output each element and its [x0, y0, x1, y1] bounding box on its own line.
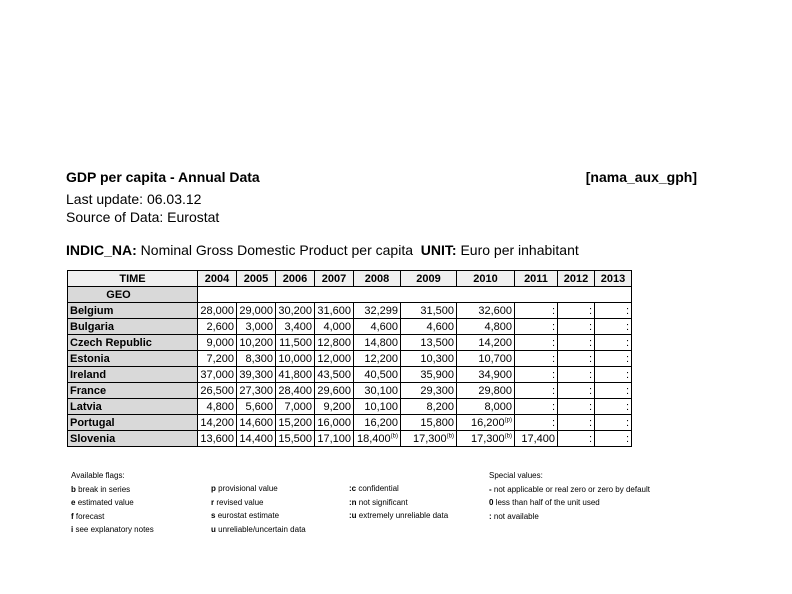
value-cell	[276, 335, 315, 351]
value-text: :	[625, 320, 629, 333]
legend-item	[71, 483, 154, 497]
value-text: 30,200	[278, 304, 312, 317]
country-name: Slovenia	[68, 431, 198, 447]
value-cell	[198, 399, 237, 415]
value-text: 17,100	[317, 432, 351, 445]
value-cell	[515, 319, 558, 335]
legend-code: i	[71, 525, 74, 534]
value-cell	[315, 383, 354, 399]
value-text: 34,900	[478, 368, 512, 381]
legend-item	[211, 523, 306, 537]
value-text: 10,100	[364, 400, 398, 413]
value-cell	[315, 351, 354, 367]
value-cell	[237, 335, 276, 351]
flags-legend-col1	[71, 469, 154, 537]
value-cell	[558, 319, 595, 335]
value-cell	[354, 351, 401, 367]
unit-value: Euro per inhabitant	[460, 242, 579, 258]
value-cell	[198, 367, 237, 383]
value-text: :	[625, 416, 629, 429]
value-text: :	[551, 336, 555, 349]
value-cell	[595, 431, 632, 447]
value-cell	[401, 335, 457, 351]
year-header: 2009	[401, 271, 457, 287]
country-name: France	[68, 383, 198, 399]
flag-marker: (b)	[504, 432, 512, 439]
country-name: Bulgaria	[68, 319, 198, 335]
value-cell	[558, 431, 595, 447]
value-cell	[515, 367, 558, 383]
value-cell	[595, 399, 632, 415]
value-cell	[237, 303, 276, 319]
value-text: :	[551, 384, 555, 397]
value-text: 17,300	[413, 432, 447, 445]
value-cell	[198, 351, 237, 367]
value-text: 8,200	[426, 400, 454, 413]
value-text: 3,000	[245, 320, 273, 333]
value-cell	[457, 319, 515, 335]
legend-text: unreliable/uncertain data	[218, 524, 306, 534]
value-text: 29,600	[317, 384, 351, 397]
country-name: Portugal	[68, 415, 198, 431]
value-text: :	[625, 304, 629, 317]
special-title: Special values:	[489, 471, 543, 480]
value-cell	[276, 399, 315, 415]
time-label: TIME	[68, 271, 198, 287]
value-cell	[276, 319, 315, 335]
value-cell	[237, 367, 276, 383]
value-text: 10,200	[239, 336, 273, 349]
value-text: :	[588, 416, 592, 429]
value-cell	[595, 415, 632, 431]
last-update: Last update: 06.03.12	[66, 191, 202, 207]
value-text: 14,800	[364, 336, 398, 349]
value-text: :	[551, 320, 555, 333]
legend-code: s	[211, 511, 216, 520]
year-header: 2006	[276, 271, 315, 287]
value-text: 9,000	[206, 336, 234, 349]
data-source: Source of Data: Eurostat	[66, 209, 220, 225]
value-cell	[276, 367, 315, 383]
legend-text: estimated value	[77, 498, 134, 507]
value-cell	[595, 383, 632, 399]
value-text: 35,900	[420, 368, 454, 381]
value-cell	[354, 415, 401, 431]
value-cell	[315, 415, 354, 431]
value-text: 5,600	[245, 400, 273, 413]
value-cell	[237, 431, 276, 447]
year-header: 2013	[595, 271, 632, 287]
value-cell	[315, 335, 354, 351]
legend-code: u	[211, 524, 216, 534]
flags-title: Available flags:	[71, 471, 125, 480]
table-row	[68, 415, 632, 431]
value-text: 31,600	[317, 304, 351, 317]
value-text: 16,000	[317, 416, 351, 429]
value-text: 10,000	[278, 352, 312, 365]
value-cell	[198, 415, 237, 431]
value-text: 12,800	[317, 336, 351, 349]
dataset-code: [nama_aux_gph]	[585, 169, 697, 185]
value-text: :	[551, 304, 555, 317]
table-row	[68, 399, 632, 415]
value-text: 16,200	[471, 416, 505, 429]
value-cell	[558, 415, 595, 431]
report-title: GDP per capita - Annual Data	[66, 169, 260, 185]
value-text: 30,100	[364, 384, 398, 397]
legend-code: :c	[349, 484, 357, 493]
value-text: 12,200	[364, 352, 398, 365]
value-text: :	[625, 400, 629, 413]
value-text: 37,000	[200, 368, 234, 381]
value-cell	[315, 303, 354, 319]
table-row	[68, 431, 632, 447]
value-cell	[515, 383, 558, 399]
table-row	[68, 303, 632, 319]
year-header: 2004	[198, 271, 237, 287]
legend-item	[71, 523, 154, 537]
value-text: 17,400	[521, 432, 555, 445]
value-text: 14,400	[239, 432, 273, 445]
value-cell	[198, 335, 237, 351]
value-text: 8,300	[245, 352, 273, 365]
value-text: 2,600	[206, 320, 234, 333]
value-cell	[198, 383, 237, 399]
value-cell	[515, 303, 558, 319]
country-name: Latvia	[68, 399, 198, 415]
value-text: 14,200	[200, 416, 234, 429]
value-text: :	[625, 336, 629, 349]
legend-item	[211, 482, 306, 496]
value-text: 40,500	[364, 368, 398, 381]
value-text: :	[625, 352, 629, 365]
value-cell	[401, 431, 457, 447]
value-text: :	[588, 432, 592, 445]
legend-code: :u	[349, 511, 357, 520]
table-row	[68, 367, 632, 383]
value-cell	[237, 351, 276, 367]
value-text: 9,200	[323, 400, 351, 413]
table-row	[68, 335, 632, 351]
legend-text: revised value	[216, 497, 264, 507]
value-cell	[515, 415, 558, 431]
value-text: :	[588, 304, 592, 317]
legend-item	[349, 496, 448, 510]
year-header-row	[68, 271, 632, 287]
value-cell	[198, 303, 237, 319]
legend-code: :	[489, 511, 492, 521]
value-text: 4,600	[370, 320, 398, 333]
value-cell	[515, 351, 558, 367]
legend-text: not available	[493, 511, 539, 521]
value-cell	[457, 351, 515, 367]
value-cell	[595, 335, 632, 351]
value-text: 15,200	[278, 416, 312, 429]
value-text: 39,300	[239, 368, 273, 381]
value-cell	[276, 383, 315, 399]
value-cell	[457, 415, 515, 431]
value-text: :	[625, 384, 629, 397]
legend-code: 0	[489, 498, 494, 507]
value-cell	[595, 319, 632, 335]
value-text: :	[588, 352, 592, 365]
unit-label: UNIT:	[420, 242, 457, 258]
legend-code: r	[211, 497, 215, 507]
value-text: :	[588, 368, 592, 381]
value-text: 4,800	[484, 320, 512, 333]
value-cell	[401, 351, 457, 367]
value-text: 29,800	[478, 384, 512, 397]
value-cell	[276, 303, 315, 319]
value-cell	[457, 431, 515, 447]
value-text: 8,000	[484, 400, 512, 413]
value-cell	[276, 351, 315, 367]
value-cell	[315, 399, 354, 415]
year-header: 2005	[237, 271, 276, 287]
value-text: 29,000	[239, 304, 273, 317]
value-text: 27,300	[239, 384, 273, 397]
country-name: Ireland	[68, 367, 198, 383]
legend-text: less than half of the unit used	[495, 498, 600, 507]
value-text: 14,600	[239, 416, 273, 429]
value-text: 43,500	[317, 368, 351, 381]
value-text: 16,200	[364, 416, 398, 429]
legend-code: -	[489, 484, 492, 494]
legend-text: not applicable or real zero or zero by default	[493, 484, 650, 494]
value-text: 28,000	[200, 304, 234, 317]
value-cell	[237, 383, 276, 399]
value-text: 7,200	[206, 352, 234, 365]
flag-marker: (p)	[504, 416, 512, 423]
value-text: :	[625, 368, 629, 381]
value-cell	[315, 431, 354, 447]
value-text: 41,800	[278, 368, 312, 381]
country-name: Czech Republic	[68, 335, 198, 351]
value-cell	[354, 367, 401, 383]
value-cell	[276, 431, 315, 447]
value-cell	[558, 399, 595, 415]
value-cell	[354, 335, 401, 351]
value-cell	[401, 367, 457, 383]
geo-row-blank	[198, 287, 632, 303]
value-cell	[558, 335, 595, 351]
legend-text: extremely unreliable data	[358, 511, 449, 520]
country-name: Belgium	[68, 303, 198, 319]
value-cell	[237, 415, 276, 431]
value-text: :	[551, 400, 555, 413]
value-text: 32,600	[478, 304, 512, 317]
country-name: Estonia	[68, 351, 198, 367]
legend-item	[349, 509, 448, 523]
value-cell	[558, 351, 595, 367]
value-text: 32,299	[364, 304, 398, 317]
legend-item	[489, 483, 650, 497]
value-cell	[354, 399, 401, 415]
legend-text: confidential	[358, 484, 399, 493]
value-text: :	[625, 432, 629, 445]
value-cell	[457, 383, 515, 399]
legend-item	[489, 510, 650, 524]
value-text: 4,600	[426, 320, 454, 333]
legend-item	[211, 509, 306, 523]
value-text: 26,500	[200, 384, 234, 397]
value-text: 18,400	[357, 432, 391, 445]
flags-legend-col3	[349, 482, 448, 523]
value-text: 7,000	[284, 400, 312, 413]
value-cell	[457, 303, 515, 319]
value-cell	[401, 415, 457, 431]
value-cell	[457, 399, 515, 415]
value-cell	[198, 431, 237, 447]
value-text: :	[588, 320, 592, 333]
value-text: 3,400	[284, 320, 312, 333]
year-header: 2010	[457, 271, 515, 287]
year-header: 2011	[515, 271, 558, 287]
value-text: 15,800	[420, 416, 454, 429]
geo-label: GEO	[68, 287, 198, 303]
value-cell	[276, 415, 315, 431]
table-row	[68, 351, 632, 367]
value-text: 29,300	[420, 384, 454, 397]
value-text: 15,500	[278, 432, 312, 445]
value-cell	[237, 399, 276, 415]
value-text: 4,000	[323, 320, 351, 333]
legend-text: forecast	[75, 511, 105, 521]
value-cell	[515, 335, 558, 351]
value-text: :	[588, 400, 592, 413]
value-cell	[354, 319, 401, 335]
flag-marker: (b)	[390, 432, 398, 439]
value-text: 4,800	[206, 400, 234, 413]
value-text: 10,300	[420, 352, 454, 365]
legend-text: provisional value	[218, 484, 278, 493]
value-cell	[354, 303, 401, 319]
value-text: 13,600	[200, 432, 234, 445]
legend-code: :n	[349, 497, 357, 507]
value-cell	[558, 383, 595, 399]
value-cell	[401, 399, 457, 415]
value-cell	[198, 319, 237, 335]
value-text: :	[588, 336, 592, 349]
value-cell	[237, 319, 276, 335]
value-cell	[401, 319, 457, 335]
legend-text: eurostat estimate	[217, 511, 280, 520]
value-cell	[315, 367, 354, 383]
value-text: :	[551, 416, 555, 429]
value-cell	[457, 335, 515, 351]
value-text: 14,200	[478, 336, 512, 349]
value-text: 17,300	[471, 432, 505, 445]
legend-text: break in series	[78, 484, 131, 494]
gdp-table	[67, 270, 632, 447]
legend-item	[71, 510, 154, 524]
legend-text: not significant	[358, 497, 408, 507]
value-cell	[457, 367, 515, 383]
indic-label: INDIC_NA:	[66, 242, 137, 258]
value-cell	[558, 303, 595, 319]
value-text: 11,500	[279, 336, 312, 349]
value-text: 12,000	[317, 352, 351, 365]
value-text: 10,700	[478, 352, 512, 365]
legend-text: see explanatory notes	[75, 525, 154, 534]
geo-header-row	[68, 287, 632, 303]
legend-code: f	[71, 511, 74, 521]
legend-code: b	[71, 484, 76, 494]
legend-item	[211, 496, 306, 510]
value-cell	[315, 319, 354, 335]
year-header: 2008	[354, 271, 401, 287]
special-values-legend	[489, 469, 650, 523]
year-header: 2007	[315, 271, 354, 287]
table-row	[68, 383, 632, 399]
value-cell	[401, 303, 457, 319]
year-header: 2012	[558, 271, 595, 287]
value-text: 31,500	[420, 304, 454, 317]
flags-legend-col2	[211, 482, 306, 536]
value-text: 13,500	[420, 336, 454, 349]
value-cell	[401, 383, 457, 399]
value-cell	[595, 367, 632, 383]
value-cell	[558, 367, 595, 383]
value-text: :	[551, 352, 555, 365]
value-text: :	[551, 368, 555, 381]
indicator-line	[66, 242, 579, 258]
value-cell	[515, 399, 558, 415]
value-cell	[354, 383, 401, 399]
table-row	[68, 319, 632, 335]
legend-item	[349, 482, 448, 496]
legend-code: p	[211, 484, 216, 493]
value-text: 28,400	[278, 384, 312, 397]
legend-code: e	[71, 498, 76, 507]
value-text: :	[588, 384, 592, 397]
value-cell	[595, 351, 632, 367]
indic-value: Nominal Gross Domestic Product per capita	[140, 242, 413, 258]
value-cell	[354, 431, 401, 447]
legend-item	[489, 496, 650, 510]
value-cell	[595, 303, 632, 319]
legend-item	[71, 496, 154, 510]
value-cell	[515, 431, 558, 447]
flag-marker: (b)	[446, 432, 454, 439]
